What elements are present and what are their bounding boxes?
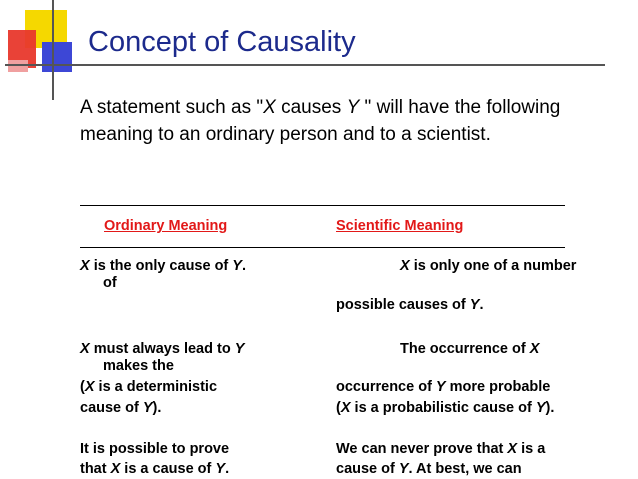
scientific-row-3: occurrence of Y more probable	[336, 379, 551, 395]
scientific-row-1b: possible causes of Y.	[336, 297, 484, 313]
scientific-row-2: The occurrence of X	[400, 341, 540, 357]
decor-vertical-line	[52, 0, 54, 100]
header-scientific-meaning: Scientific Meaning	[336, 218, 464, 234]
scientific-row-4: (X is a probabilistic cause of Y).	[336, 400, 555, 416]
decor-pink-square	[8, 60, 28, 72]
rule-mid	[80, 247, 565, 248]
ordinary-row-1-cont: of	[103, 275, 117, 291]
scientific-row-6: cause of Y. At best, we can	[336, 461, 522, 477]
ordinary-row-1: X is the only cause of Y.	[80, 258, 246, 274]
scientific-row-1: X is only one of a number	[400, 258, 577, 274]
ordinary-row-3: (X is a deterministic	[80, 379, 218, 395]
intro-text: A statement such as "X causes Y " will have the following meaning to an ordinary person and to a scientist.	[80, 97, 561, 145]
ordinary-row-4: cause of Y).	[80, 400, 162, 416]
ordinary-row-5: It is possible to prove	[80, 441, 230, 457]
rule-top	[80, 205, 565, 206]
decor-blue-square	[42, 42, 72, 72]
ordinary-row-2: X must always lead to Y	[80, 341, 245, 357]
decor-horizontal-line	[5, 64, 605, 66]
slide-title: Concept of Causality	[88, 26, 356, 58]
ordinary-row-2-cont: makes the	[103, 358, 174, 374]
header-ordinary-meaning: Ordinary Meaning	[104, 218, 228, 234]
scientific-row-5: We can never prove that X is a	[336, 441, 546, 457]
ordinary-row-6: that X is a cause of Y.	[80, 461, 230, 477]
